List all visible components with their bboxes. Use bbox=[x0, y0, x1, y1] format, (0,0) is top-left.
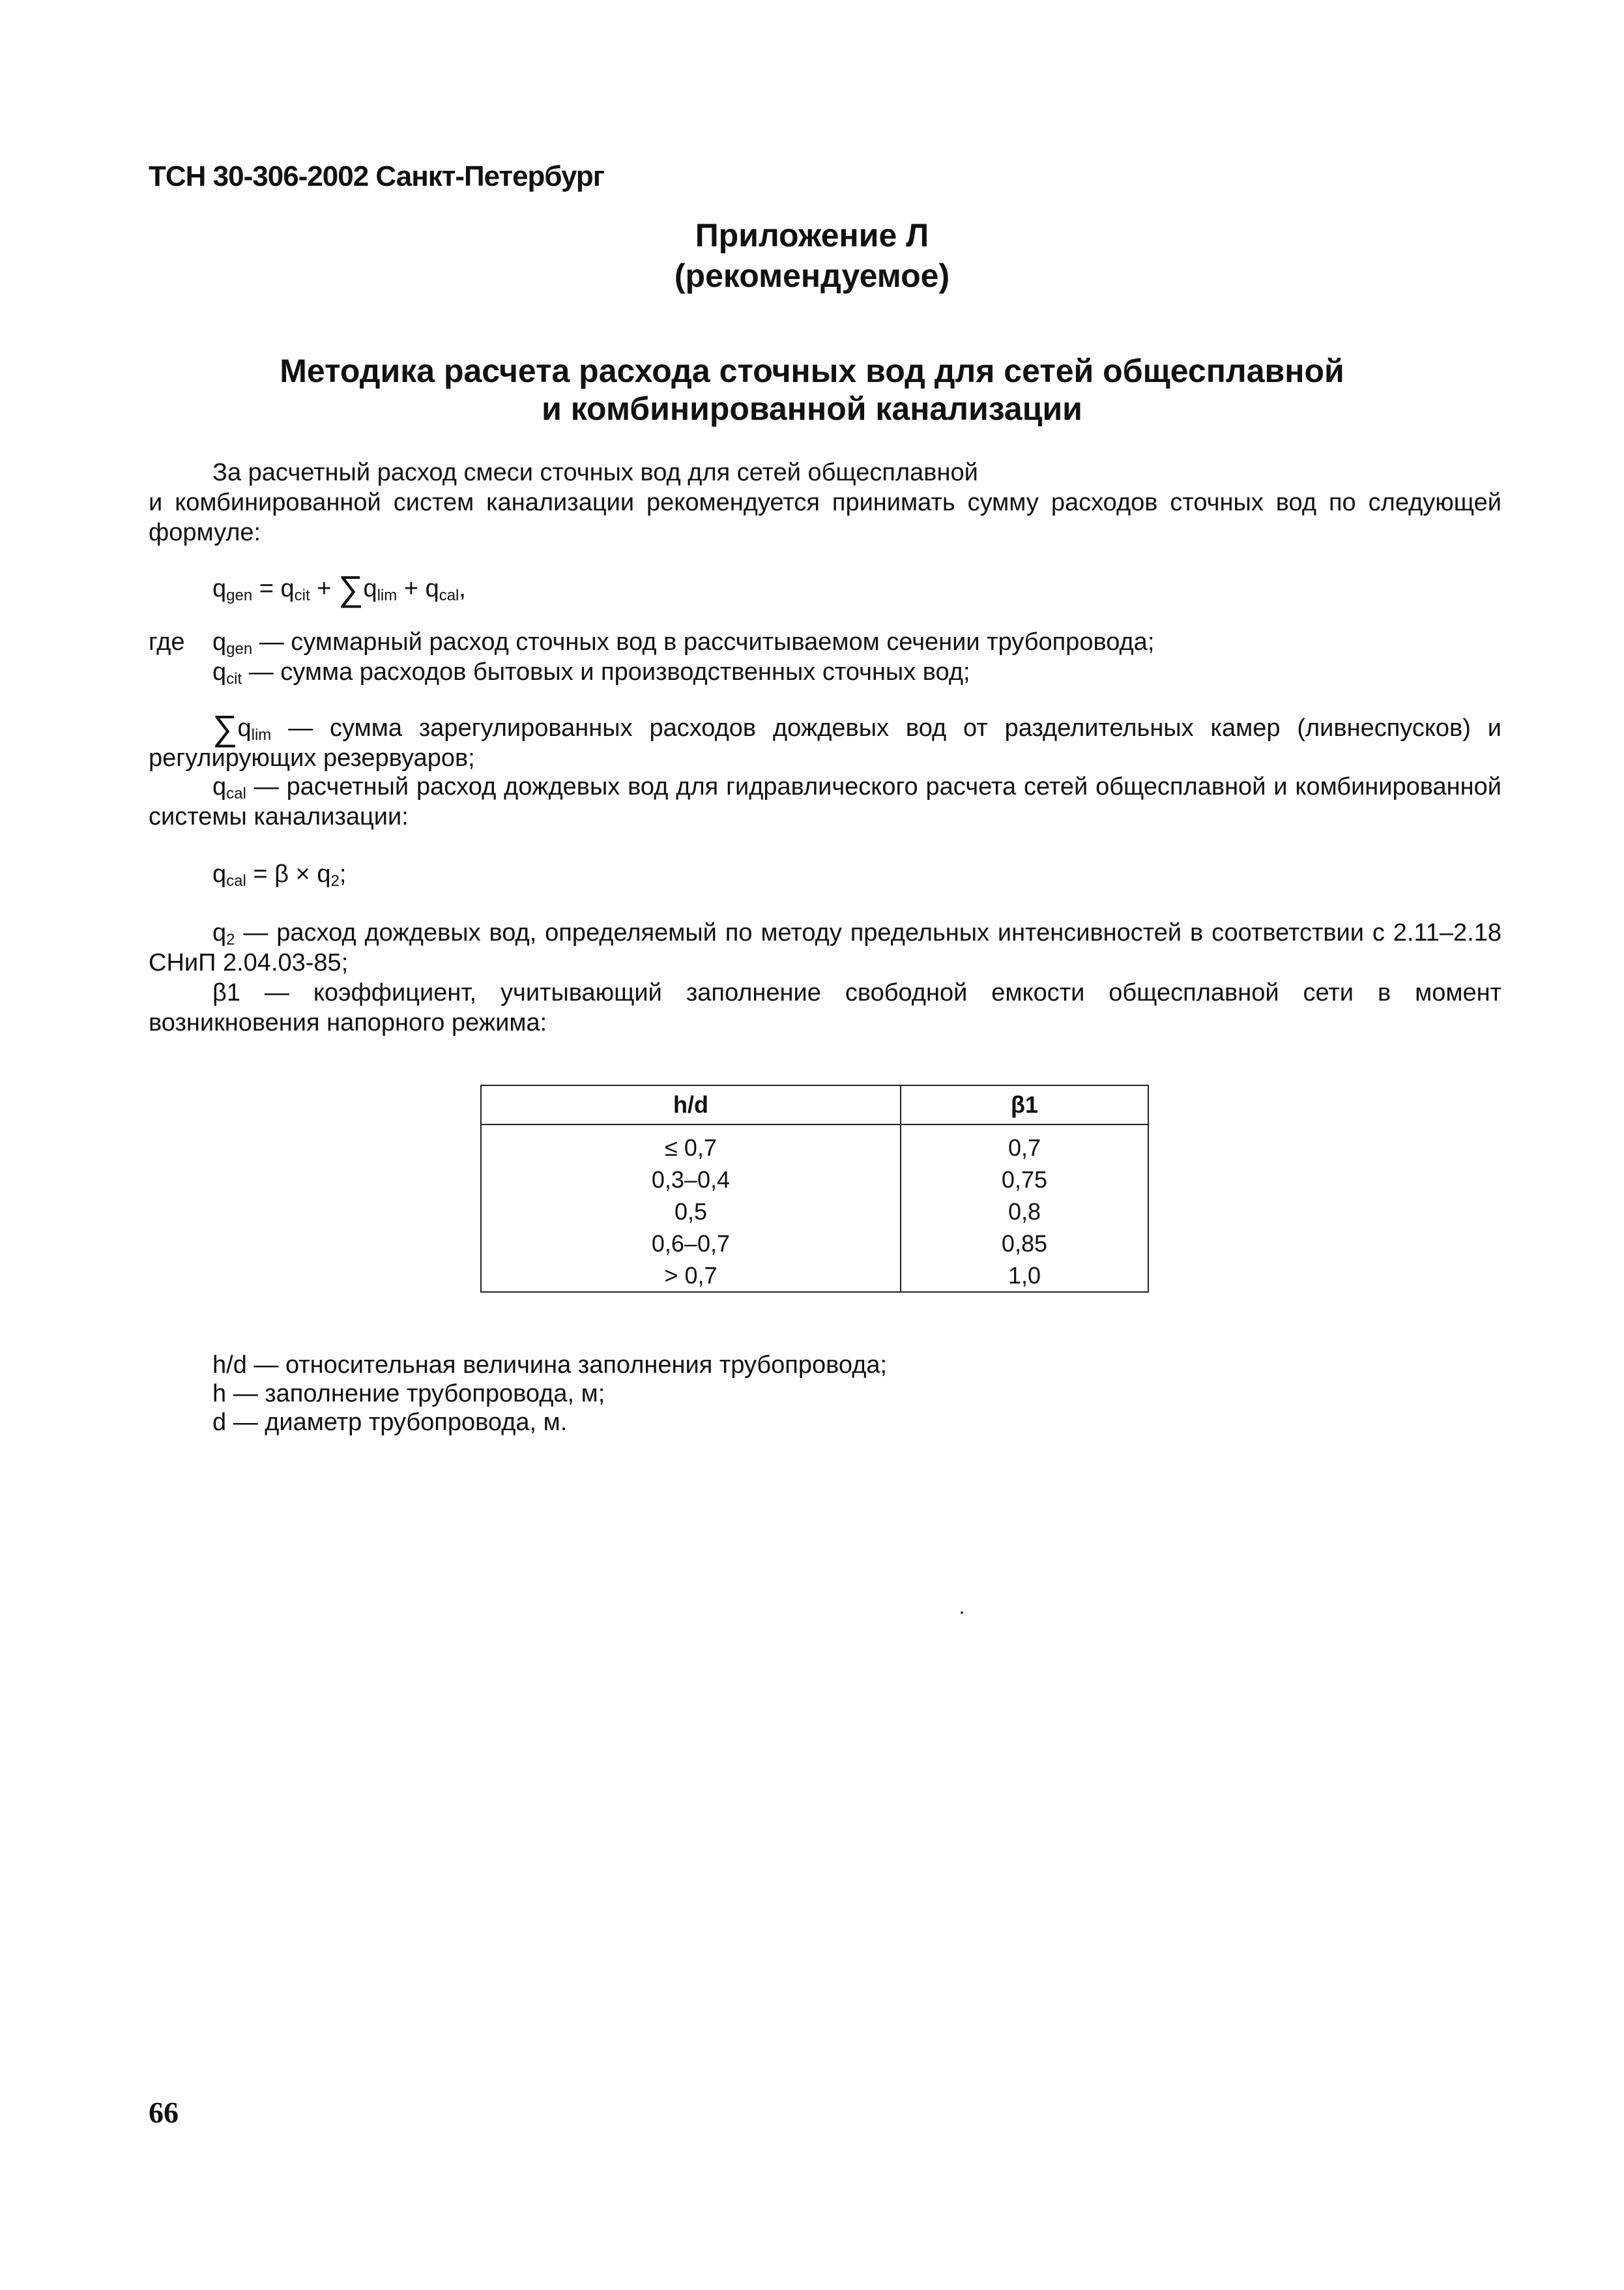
column-header-hd: h/d bbox=[481, 1085, 901, 1124]
appendix-status: (рекомендуемое) bbox=[674, 257, 950, 294]
formula-qcal: $q_{cal} = \beta \times q_2$; bbox=[212, 860, 347, 890]
title-line-2: и комбинированной канализации bbox=[542, 390, 1082, 427]
table-row bbox=[481, 1124, 1148, 1164]
table-header-row bbox=[481, 1085, 1148, 1124]
formula-qgen: $q_{gen} = q_{cit} + \sum q_{lim} + q_{cal}$, bbox=[212, 569, 466, 608]
table-cell-beta1: 0,8 bbox=[901, 1196, 1148, 1227]
intro-line-2: и комбинированной систем канализации рекомендуется принимать сумму расходов сточных вод по следующей формуле: bbox=[149, 489, 1501, 546]
note-hd: h/d — относительная величина заполнения трубопровода; bbox=[212, 1351, 888, 1379]
table-cell-hd: > 0,7 bbox=[481, 1259, 901, 1292]
table-row bbox=[481, 1196, 1148, 1227]
note-h: h — заполнение трубопровода, м; bbox=[212, 1380, 605, 1407]
table-row bbox=[481, 1259, 1148, 1292]
note-d: d — диаметр трубопровода, м. bbox=[212, 1409, 568, 1436]
definition-qcit: $q_{cit}$ — сумма расходов бытовых и производственных сточных вод; bbox=[212, 658, 970, 688]
table-cell-beta1: 1,0 bbox=[901, 1259, 1148, 1292]
scan-speck bbox=[961, 1611, 963, 1614]
document-code: ТСН 30-306-2002 Санкт-Петербург bbox=[149, 160, 605, 192]
definition-q2: $q_2$ — расход дождевых вод, определяемый по методу предельных интенсивностей в соответствии с 2.11–2.18 СНиП 2.04.03-85; bbox=[149, 919, 1501, 976]
column-header-beta1: β1 bbox=[901, 1085, 1148, 1124]
table-cell-hd: ≤ 0,7 bbox=[481, 1124, 901, 1164]
definition-qlim: $\sum q_{lim}$ — сумма зарегулированных расходов дождевых вод от разделительных камер (ливнеспусков) и регулирующих резервуаров; bbox=[149, 709, 1501, 772]
table-row bbox=[481, 1227, 1148, 1259]
page-title bbox=[0, 352, 1624, 428]
table-notes bbox=[212, 1351, 887, 1437]
definition-qgen: где $q_{gen}$ — суммарный расход сточных вод в рассчитываемом сечении трубопровода; bbox=[149, 628, 1155, 658]
table-cell-beta1: 0,85 bbox=[901, 1227, 1148, 1259]
appendix-heading bbox=[0, 215, 1624, 296]
title-line-1: Методика расчета расхода сточных вод для сетей общесплавной bbox=[280, 353, 1344, 389]
table-cell-hd: 0,3–0,4 bbox=[481, 1164, 901, 1196]
intro-line-1: За расчетный расход смеси сточных вод для сетей общесплавной bbox=[212, 459, 978, 486]
intro-paragraph bbox=[149, 458, 1501, 548]
beta-coefficient-table bbox=[480, 1085, 1149, 1293]
table-row bbox=[481, 1164, 1148, 1196]
table-cell-hd: 0,6–0,7 bbox=[481, 1227, 901, 1259]
table-cell-beta1: 0,75 bbox=[901, 1164, 1148, 1196]
definition-qcal: $q_{cal}$ — расчетный расход дождевых вод для гидравлического расчета сетей общесплавной и комбинированной системы канализации: bbox=[149, 773, 1502, 830]
table-cell-hd: 0,5 bbox=[481, 1196, 901, 1227]
table-cell-beta1: 0,7 bbox=[901, 1124, 1148, 1164]
definition-beta1: β1 — коэффициент, учитывающий заполнение свободной емкости общесплавной сети в момент возникновения напорного режима: bbox=[149, 979, 1501, 1036]
page-number: 66 bbox=[149, 2096, 179, 2129]
appendix-label: Приложение Л bbox=[695, 217, 929, 254]
